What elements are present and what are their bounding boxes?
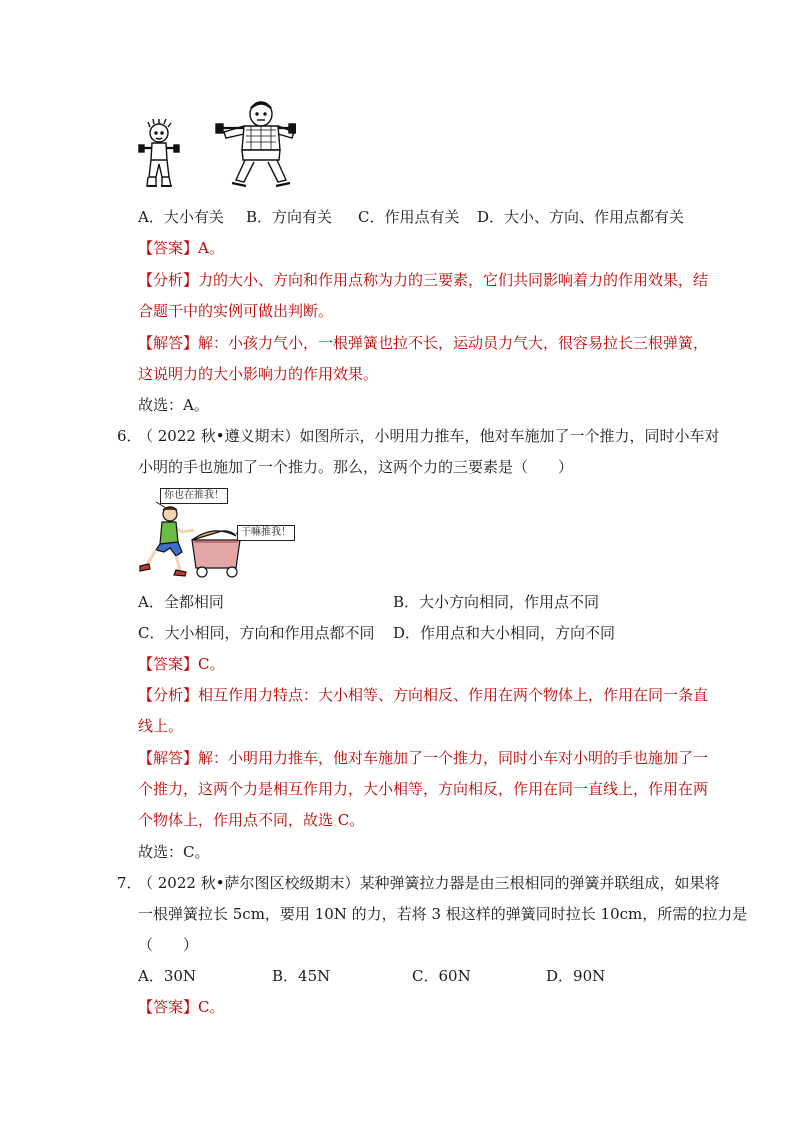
q7-option-a: A．30N [138,967,197,985]
q6-option-d: D．作用点和大小相同，方向不同 [393,624,616,642]
answer-tag: 【答案】 [138,239,199,257]
q7-stem-line-3: （ ） [138,936,199,954]
q5-solution-line-2: 这说明力的大小影响力的作用效果。 [138,365,379,383]
q6-answer: C。 [198,655,225,673]
q5-solution-text-1: 解：小孩力气小，一根弹簧也拉不长，运动员力气大，很容易拉长三根弹簧， [198,334,709,352]
q7-answer: C。 [198,998,225,1016]
q6-number: 6． [117,427,142,445]
q7-stem-line-1: （ 2022 秋•萨尔图区校级期末）某种弹簧拉力器是由三根相同的弹簧并联组成，如果将 [138,874,720,892]
man-figure [216,102,296,186]
q6-choose: 故选：C。 [138,843,210,861]
q6-solution-line-2: 个推力，这两个力是相互作用力，大小相等，方向相反，作用在同一直线上，作用在两 [138,780,709,798]
cart-figure [192,531,240,577]
q5-option-c: C．作用点有关 [358,208,460,226]
child-figure [139,119,179,186]
q7-option-d: D．90N [546,967,606,985]
spring-expander-figure [136,100,296,192]
analysis-tag: 【分析】 [138,686,199,704]
q5-option-a: A．大小有关 [138,208,224,226]
q5-option-b: B．方向有关 [246,208,333,226]
q6-option-a: A．全都相同 [138,593,224,611]
q7-option-b: B．45N [272,967,331,985]
boy-figure [140,507,194,576]
q6-stem-line-2: 小明的手也施加了一个推力。那么，这两个力的三要素是（ ） [138,458,574,476]
q6-option-b: B．大小方向相同，作用点不同 [393,593,600,611]
speech-bubble-person: 你也在推我！ [160,488,228,504]
q6-analysis-line-2: 线上。 [138,717,184,735]
q6-solution-line-1 [138,748,708,768]
speech-bubble-cart: 干嘛推我！ [237,525,295,541]
q7-stem-line-2: 一根弹簧拉长 5cm，要用 10N 的力，若将 3 根这样的弹簧同时拉长 10cm，所需的拉力是 [138,905,748,923]
q5-analysis-line-2: 合题干中的实例可做出判断。 [138,302,334,320]
solution-tag: 【解答】 [138,334,199,352]
q6-stem-line-1: （ 2022 秋•遵义期末）如图所示，小明用力推车，他对车施加了一个推力，同时小车对 [138,427,720,445]
q5-solution-line-1 [138,333,708,353]
solution-tag: 【解答】 [138,749,199,767]
q7-number: 7． [117,874,142,892]
q6-solution-line-3: 个物体上，作用点不同，故选 C。 [138,811,365,829]
q5-analysis-line-1 [138,270,708,290]
q5-answer-line [138,238,224,258]
q5-analysis-text-1: 力的大小、方向和作用点称为力的三要素，它们共同影响着力的作用效果，结 [198,271,709,289]
q5-option-d: D．大小、方向、作用点都有关 [477,208,685,226]
q5-answer: A。 [198,239,224,257]
q5-choose: 故选：A。 [138,396,209,414]
q6-option-c: C．大小相同，方向和作用点都不同 [138,624,375,642]
analysis-tag: 【分析】 [138,271,199,289]
answer-tag: 【答案】 [138,998,199,1016]
q6-analysis-text-1: 相互作用力特点：大小相等、方向相反、作用在两个物体上，作用在同一条直 [198,686,709,704]
q6-answer-line [138,654,225,674]
q6-analysis-line-1 [138,685,708,705]
answer-tag: 【答案】 [138,655,199,673]
q7-option-c: C．60N [412,967,471,985]
q6-solution-text-1: 解：小明用力推车，他对车施加了一个推力，同时小车对小明的手也施加了一 [198,749,709,767]
q7-answer-line [138,997,225,1017]
